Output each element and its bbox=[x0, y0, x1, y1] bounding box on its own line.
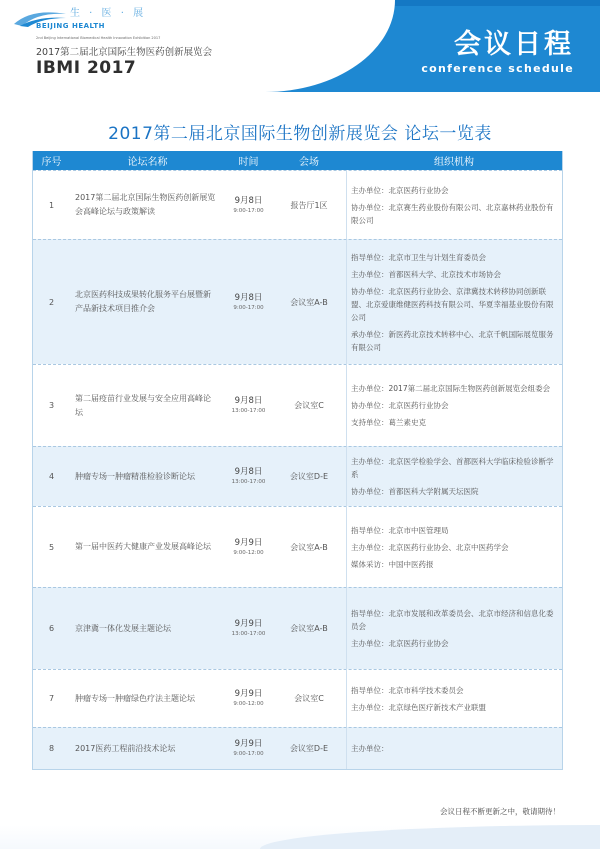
time-cell bbox=[225, 507, 272, 587]
logo-exhibition-name: 2017第二届北京国际生物医药创新展览会 bbox=[36, 47, 213, 58]
header-title: 会议日程 bbox=[454, 29, 574, 60]
forum-name: 肿瘤专场一肿瘤精准检验诊断论坛 bbox=[75, 471, 195, 481]
org-cell bbox=[346, 447, 562, 506]
time-cell bbox=[225, 588, 272, 669]
table-row bbox=[33, 446, 562, 506]
logo-fine-print: 2nd Beijing International Biomedical Health Innovation Exhibition 2017 bbox=[36, 36, 161, 40]
table-row bbox=[33, 364, 562, 446]
row-number: 7 bbox=[48, 694, 55, 703]
forum-date: 9月8日 bbox=[234, 195, 263, 206]
row-number: 5 bbox=[48, 542, 55, 552]
header-cell-time: 时间 bbox=[238, 157, 259, 168]
header-cell-venue: 会场 bbox=[299, 157, 319, 168]
forum-time: 13:00-17:00 bbox=[231, 408, 266, 414]
org-line: 支持单位：葛兰素史克 bbox=[351, 418, 426, 427]
forum-time: 9:00-12:00 bbox=[233, 549, 264, 556]
table-row bbox=[33, 727, 562, 769]
forum-table bbox=[32, 151, 563, 770]
org-cell bbox=[346, 588, 562, 669]
forum-date: 9月9日 bbox=[234, 619, 263, 629]
org-cell bbox=[346, 171, 562, 239]
org-line: 承办单位：新医药北京技术转移中心、北京千帆国际展览服务有限公司 bbox=[351, 329, 554, 352]
forum-venue: 会议室C bbox=[294, 401, 324, 410]
header-cell-org: 组织机构 bbox=[434, 157, 474, 168]
page-header bbox=[0, 0, 600, 95]
forum-date: 9月8日 bbox=[234, 292, 263, 303]
org-line: 主办单位：首都医科大学、北京技术市场协会 bbox=[351, 269, 501, 279]
table-row bbox=[33, 506, 562, 587]
org-cell bbox=[346, 365, 562, 446]
forum-venue: 会议室D-E bbox=[289, 744, 329, 753]
org-line: 指导单位：北京市中医管理局 bbox=[351, 525, 449, 535]
org-cell bbox=[346, 240, 562, 364]
time-cell bbox=[225, 365, 272, 446]
forum-time: 9:00-17:00 bbox=[233, 751, 264, 757]
table-header-row bbox=[33, 151, 562, 170]
forum-name: 北京医药科技成果转化服务平台展暨新产品新技术项目推介会 bbox=[75, 290, 211, 313]
org-line: 主办单位：北京绿色医疗新技术产业联盟 bbox=[351, 702, 486, 712]
forum-name: 2017第二届北京国际生物医药创新展览会高峰论坛与政策解读 bbox=[75, 193, 216, 216]
forum-date: 9月9日 bbox=[234, 739, 263, 749]
time-cell bbox=[225, 447, 272, 506]
logo-ibmi: IBMI 2017 bbox=[36, 58, 137, 78]
forum-venue: 会议室A-B bbox=[290, 624, 328, 633]
table-row bbox=[33, 170, 562, 239]
forum-name: 京津冀一体化发展主题论坛 bbox=[75, 623, 171, 633]
time-cell bbox=[225, 670, 272, 727]
row-number: 2 bbox=[48, 297, 55, 307]
org-line: 媒体采访：中国中医药报 bbox=[351, 559, 434, 569]
logo-cn-name: 生 · 医 · 展 bbox=[70, 8, 147, 19]
org-line: 协办单位：北京医药行业协会、京津冀技术转移协同创新联盟、北京爱康维健医药科技有限公司、华夏幸福基业股份有限公司 bbox=[351, 286, 554, 322]
org-line: 指导单位：北京市卫生与计划生育委员会 bbox=[351, 252, 486, 262]
row-number: 1 bbox=[48, 200, 55, 210]
logo-en-name: BEIJING HEALTH bbox=[36, 22, 105, 30]
forum-date: 9月8日 bbox=[234, 396, 263, 406]
forum-date: 9月8日 bbox=[234, 467, 263, 477]
forum-time: 13:00-17:00 bbox=[231, 631, 266, 637]
org-line: 协办单位：北京赛生药业股份有限公司、北京嘉林药业股份有限公司 bbox=[351, 202, 554, 225]
forum-date: 9月9日 bbox=[234, 537, 263, 548]
table-row bbox=[33, 239, 562, 364]
forum-time: 9:00-12:00 bbox=[233, 701, 264, 707]
forum-venue: 报告厅1区 bbox=[290, 200, 328, 210]
org-cell bbox=[346, 507, 562, 587]
org-line: 协办单位：北京医药行业协会 bbox=[351, 401, 449, 410]
row-number: 6 bbox=[48, 624, 55, 633]
forum-date: 9月9日 bbox=[234, 689, 263, 699]
forum-venue: 会议室A-B bbox=[290, 542, 328, 552]
forum-venue: 会议室D-E bbox=[289, 472, 329, 481]
row-number: 8 bbox=[48, 744, 55, 753]
header-cell-no: 序号 bbox=[41, 157, 62, 168]
row-number: 3 bbox=[48, 401, 55, 410]
forum-name: 肿瘤专场一肿瘤绿色疗法主题论坛 bbox=[75, 693, 195, 703]
org-cell bbox=[346, 670, 562, 727]
forum-name: 第二届疫苗行业发展与安全应用高峰论坛 bbox=[75, 393, 211, 417]
forum-venue: 会议室A-B bbox=[290, 297, 328, 307]
org-line: 主办单位： bbox=[351, 744, 389, 753]
table-row bbox=[33, 669, 562, 727]
footer-note: 会议日程不断更新之中，敬请期待！ bbox=[440, 807, 560, 816]
org-line: 主办单位：2017第二届北京国际生物医药创新展览会组委会 bbox=[351, 384, 551, 393]
org-line: 主办单位：北京医学检验学会、首都医科大学临床检验诊断学系 bbox=[351, 457, 554, 479]
forum-time: 9:00-17:00 bbox=[233, 304, 264, 311]
org-line: 主办单位：北京医药行业协会 bbox=[351, 185, 449, 195]
forum-name: 2017医药工程前沿技术论坛 bbox=[75, 743, 176, 753]
org-line: 指导单位：北京市科学技术委员会 bbox=[351, 685, 464, 695]
forum-time: 9:00-17:00 bbox=[233, 207, 264, 214]
header-subtitle: conference schedule bbox=[421, 62, 574, 75]
row-number: 4 bbox=[48, 472, 55, 481]
forum-name: 第一届中医药大健康产业发展高峰论坛 bbox=[75, 542, 211, 551]
time-cell bbox=[225, 171, 272, 239]
org-line: 主办单位：北京医药行业协会 bbox=[351, 639, 449, 648]
header-cell-name: 论坛名称 bbox=[127, 157, 168, 168]
org-line: 主办单位：北京医药行业协会、北京中医药学会 bbox=[351, 542, 509, 552]
page-title: 2017第二届北京国际生物创新展览会 论坛一览表 bbox=[108, 124, 492, 144]
time-cell bbox=[225, 728, 272, 769]
org-line: 指导单位：北京市发展和改革委员会、北京市经济和信息化委员会 bbox=[351, 609, 554, 631]
footer-curve bbox=[260, 825, 600, 849]
time-cell bbox=[225, 240, 272, 364]
footer-decoration bbox=[0, 825, 600, 849]
org-line: 协办单位：首都医科大学附属天坛医院 bbox=[351, 487, 479, 496]
forum-venue: 会议室C bbox=[294, 694, 324, 703]
table-row bbox=[33, 587, 562, 669]
forum-time: 13:00-17:00 bbox=[231, 479, 266, 485]
org-cell bbox=[346, 728, 562, 769]
